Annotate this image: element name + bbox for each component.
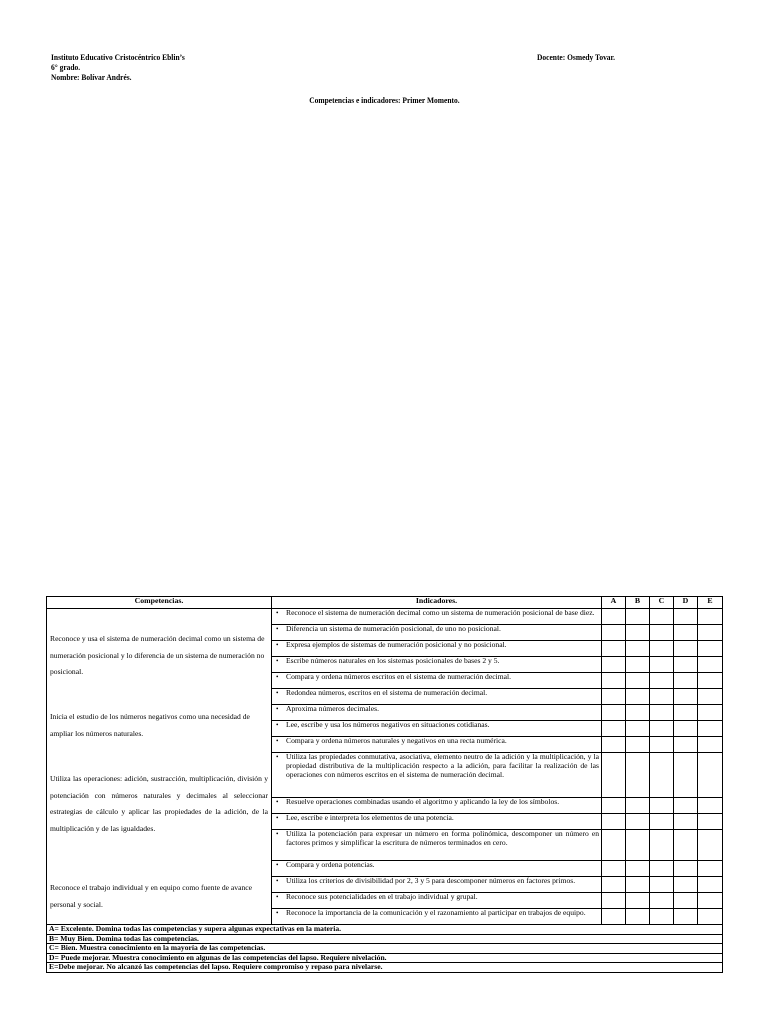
grade-cell-d[interactable]	[674, 673, 698, 689]
bullet-icon: •	[276, 657, 279, 666]
header-a: A	[602, 597, 626, 609]
competencias-cell	[47, 609, 272, 925]
grade-cell-b[interactable]	[626, 860, 650, 876]
grade-cell-d[interactable]	[674, 830, 698, 860]
grade-cell-a[interactable]	[602, 641, 626, 657]
school-name: Instituto Educativo Cristocéntrico Eblin’s	[51, 52, 185, 62]
grade-cell-a[interactable]	[602, 737, 626, 753]
legend-text: A= Excelente. Domina todas las competencias y supera algunas expectativas en la materia.	[47, 925, 723, 935]
grade-cell-c[interactable]	[650, 908, 674, 924]
grade-cell-e[interactable]	[698, 753, 723, 798]
grade-cell-a[interactable]	[602, 876, 626, 892]
indicator-cell	[272, 753, 602, 798]
document-title	[0, 95, 768, 105]
grade-cell-e[interactable]	[698, 798, 723, 814]
bullet-icon: •	[276, 830, 279, 839]
indicator-text: Redondea números, escritos en el sistema de numeración decimal.	[286, 688, 488, 698]
competencia-text: Utiliza las operaciones: adición, sustracción, multiplicación, división y potenciación con números naturales y decimales al seleccionar estrategias de cálculo y aplicar las propiedades de la adición, de la multiplicación y de las igualdades.	[50, 774, 268, 833]
grade-cell-a[interactable]	[602, 814, 626, 830]
indicator-cell	[272, 689, 602, 705]
indicator-cell	[272, 892, 602, 908]
grade-cell-e[interactable]	[698, 876, 723, 892]
grade-cell-c[interactable]	[650, 689, 674, 705]
teacher-name: Docente: Osmedy Tovar.	[537, 52, 616, 62]
grade-cell-c[interactable]	[650, 753, 674, 798]
bullet-icon: •	[276, 860, 279, 869]
grade-cell-e[interactable]	[698, 625, 723, 641]
grade-cell-c[interactable]	[650, 892, 674, 908]
indicator-cell	[272, 705, 602, 721]
grade-cell-d[interactable]	[674, 609, 698, 625]
grade-cell-d[interactable]	[674, 798, 698, 814]
grade-cell-e[interactable]	[698, 689, 723, 705]
bullet-icon: •	[276, 908, 279, 917]
grade-cell-e[interactable]	[698, 657, 723, 673]
document-title-text: Competencias e indicadores: Primer Momento.	[308, 95, 460, 105]
indicator-cell	[272, 798, 602, 814]
competencia-text: Reconoce y usa el sistema de numeración decimal como un sistema de numeración posicional y lo diferencia de un sistema de numeración no posicional.	[50, 634, 265, 676]
grade-cell-a[interactable]	[602, 673, 626, 689]
grade-cell-e[interactable]	[698, 721, 723, 737]
indicator-cell	[272, 609, 602, 625]
grade-cell-a[interactable]	[602, 689, 626, 705]
bullet-icon: •	[276, 798, 279, 807]
grade-cell-d[interactable]	[674, 657, 698, 673]
indicator-cell	[272, 641, 602, 657]
grade-cell-d[interactable]	[674, 860, 698, 876]
grade-cell-a[interactable]	[602, 798, 626, 814]
bullet-icon: •	[276, 689, 279, 698]
grade-cell-c[interactable]	[650, 798, 674, 814]
grade-cell-b[interactable]	[626, 798, 650, 814]
grade-cell-c[interactable]	[650, 657, 674, 673]
indicator-cell	[272, 737, 602, 753]
header-c: C	[650, 597, 674, 609]
grade-cell-d[interactable]	[674, 721, 698, 737]
grade-cell-a[interactable]	[602, 705, 626, 721]
grade-cell-a[interactable]	[602, 609, 626, 625]
indicator-text: Reconoce la importancia de la comunicación y el razonamiento al participar en trabajos de equipo.	[286, 907, 586, 917]
grade-cell-b[interactable]	[626, 814, 650, 830]
grade-cell-d[interactable]	[674, 689, 698, 705]
grade-cell-a[interactable]	[602, 753, 626, 798]
grade-cell-d[interactable]	[674, 814, 698, 830]
grade-cell-c[interactable]	[650, 860, 674, 876]
grade-cell-a[interactable]	[602, 625, 626, 641]
grade-cell-d[interactable]	[674, 876, 698, 892]
grade-cell-d[interactable]	[674, 753, 698, 798]
header-indicadores: Indicadores.	[272, 597, 602, 609]
grade-cell-c[interactable]	[650, 625, 674, 641]
indicator-text: Reconoce sus potencialidades en el trabajo individual y grupal.	[286, 891, 478, 901]
indicator-cell	[272, 860, 602, 876]
competencia-text: Inicia el estudio de los números negativos como una necesidad de ampliar los números naturales.	[50, 712, 250, 738]
competencies-table	[46, 596, 723, 973]
grade-cell-a[interactable]	[602, 830, 626, 860]
legend-row	[47, 925, 723, 935]
bullet-icon: •	[276, 737, 279, 746]
indicator-cell	[272, 625, 602, 641]
legend-text: D= Puede mejorar. Muestra conocimiento en algunas de las competencias del lapso. Requiere nivelación.	[47, 953, 723, 963]
grade-cell-b[interactable]	[626, 737, 650, 753]
grade-cell-b[interactable]	[626, 892, 650, 908]
bullet-icon: •	[276, 721, 279, 730]
indicator-cell	[272, 657, 602, 673]
indicator-cell	[272, 908, 602, 924]
legend-text: C= Bien. Muestra conocimiento en la mayoría de las competencias.	[47, 944, 723, 954]
grade-cell-e[interactable]	[698, 705, 723, 721]
indicator-text: Reconoce el sistema de numeración decimal como un sistema de numeración posicional de base diez.	[286, 608, 595, 617]
indicator-text: Aproxima números decimales.	[286, 704, 379, 714]
bullet-icon: •	[276, 876, 279, 885]
legend-row	[47, 944, 723, 954]
bullet-icon: •	[276, 814, 279, 823]
legend-row	[47, 963, 723, 973]
grade-cell-e[interactable]	[698, 892, 723, 908]
grade-cell-b[interactable]	[626, 673, 650, 689]
grade-cell-e[interactable]	[698, 814, 723, 830]
bullet-icon: •	[276, 753, 279, 762]
grade: 6° grado.	[51, 62, 81, 72]
indicator-text: Lee, escribe y usa los números negativos en situaciones cotidianas.	[286, 720, 490, 730]
grade-cell-d[interactable]	[674, 705, 698, 721]
grade-cell-a[interactable]	[602, 908, 626, 924]
bullet-icon: •	[276, 892, 279, 901]
bullet-icon: •	[276, 641, 279, 650]
indicator-text: Utiliza los criterios de divisibilidad por 2, 3 y 5 para descomponer números en factores primos.	[286, 875, 576, 885]
header-competencias: Competencias.	[47, 597, 272, 609]
grade-cell-c[interactable]	[650, 721, 674, 737]
grade-cell-b[interactable]	[626, 753, 650, 798]
grade-cell-e[interactable]	[698, 609, 723, 625]
grade-cell-d[interactable]	[674, 908, 698, 924]
grade-cell-e[interactable]	[698, 673, 723, 689]
indicator-cell	[272, 814, 602, 830]
grade-cell-d[interactable]	[674, 641, 698, 657]
bullet-icon: •	[276, 609, 279, 617]
indicator-text: Compara y ordena números escritos en el sistema de numeración decimal.	[286, 672, 511, 682]
student-name: Nombre: Bolívar Andrés.	[51, 72, 132, 82]
grade-cell-c[interactable]	[650, 609, 674, 625]
header-left	[51, 52, 185, 82]
grade-cell-c[interactable]	[650, 814, 674, 830]
indicator-text: Lee, escribe e interpreta los elementos de una potencia.	[286, 813, 454, 823]
header-right	[537, 52, 615, 62]
indicator-text: Compara y ordena potencias.	[286, 859, 375, 869]
bullet-icon: •	[276, 705, 279, 714]
grade-cell-b[interactable]	[626, 830, 650, 860]
grade-cell-e[interactable]	[698, 641, 723, 657]
grade-cell-b[interactable]	[626, 689, 650, 705]
bullet-icon: •	[276, 625, 279, 634]
grade-cell-c[interactable]	[650, 705, 674, 721]
header-e: E	[698, 597, 723, 609]
grade-cell-c[interactable]	[650, 876, 674, 892]
grade-cell-c[interactable]	[650, 737, 674, 753]
grade-cell-b[interactable]	[626, 705, 650, 721]
grade-cell-c[interactable]	[650, 641, 674, 657]
grade-cell-b[interactable]	[626, 876, 650, 892]
grade-cell-a[interactable]	[602, 892, 626, 908]
grade-cell-e[interactable]	[698, 908, 723, 924]
grade-cell-c[interactable]	[650, 830, 674, 860]
indicator-text: Utiliza la potenciación para expresar un número en forma polinómica, descomponer un número en factores primos y simplificar la escritura de números terminados en cero.	[286, 829, 599, 847]
indicator-cell	[272, 673, 602, 689]
grade-cell-e[interactable]	[698, 737, 723, 753]
legend-text: B= Muy Bien. Domina todas las competencias.	[47, 934, 723, 944]
table-header-row	[47, 597, 723, 609]
header-d: D	[674, 597, 698, 609]
grade-cell-b[interactable]	[626, 657, 650, 673]
competencia-text: Reconoce el trabajo individual y en equipo como fuente de avance personal y social.	[50, 883, 252, 909]
bullet-icon: •	[276, 673, 279, 682]
grade-cell-b[interactable]	[626, 609, 650, 625]
grade-cell-b[interactable]	[626, 908, 650, 924]
indicator-text: Expresa ejemplos de sistemas de numeración posicional y no posicional.	[286, 640, 507, 650]
grade-cell-d[interactable]	[674, 892, 698, 908]
grade-cell-b[interactable]	[626, 721, 650, 737]
grade-cell-e[interactable]	[698, 860, 723, 876]
grade-cell-d[interactable]	[674, 737, 698, 753]
indicator-text: Diferencia un sistema de numeración posicional, de uno no posicional.	[286, 624, 501, 634]
indicator-cell	[272, 830, 602, 860]
header-b: B	[626, 597, 650, 609]
grade-cell-b[interactable]	[626, 641, 650, 657]
grade-cell-b[interactable]	[626, 625, 650, 641]
grade-cell-a[interactable]	[602, 721, 626, 737]
indicator-row	[47, 609, 723, 625]
grade-cell-a[interactable]	[602, 657, 626, 673]
indicator-text: Compara y ordena números naturales y negativos en una recta numérica.	[286, 736, 507, 746]
grade-cell-d[interactable]	[674, 625, 698, 641]
grade-cell-e[interactable]	[698, 830, 723, 860]
indicator-cell	[272, 721, 602, 737]
indicator-cell	[272, 876, 602, 892]
grade-cell-c[interactable]	[650, 673, 674, 689]
grade-cell-a[interactable]	[602, 860, 626, 876]
indicator-text: Resuelve operaciones combinadas usando el algoritmo y aplicando la ley de los símbolos.	[286, 797, 560, 807]
indicator-text: Escribe números naturales en los sistemas posicionales de bases 2 y 5.	[286, 656, 500, 666]
indicator-text: Utiliza las propiedades conmutativa, asociativa, elemento neutro de la adición y la multiplicación, y la propiedad distributiva de la multiplicación respecto a la adición, para facilitar la realización de las operaciones con números escritos en el sistema de numeración decimal.	[286, 752, 599, 779]
legend-text: E=Debe mejorar. No alcanzó las competencias del lapso. Requiere compromiso y repaso para nivelarse.	[47, 963, 723, 973]
